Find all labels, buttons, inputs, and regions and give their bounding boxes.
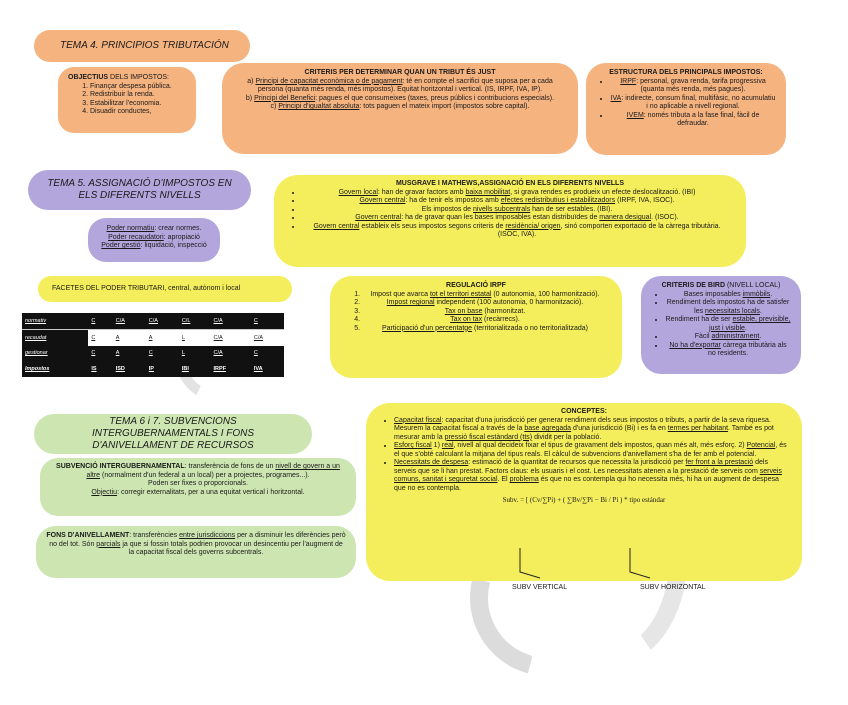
concepte-text: : capacitat d'una jurisdicció per generar rendiment dels seus impostos o tributs, a partir de la seva riquesa. Mesurem la capacitat fiscal a través de la [394,416,771,433]
list-item [665,333,791,342]
table-cell: IS [88,361,112,377]
table-row-head: Impostos [22,361,88,377]
poder-term: Poder recaudatori [108,233,164,241]
table-cell: L [179,346,211,362]
bird-heading: CRITERIS DE BIRD [661,282,726,289]
list-item [610,112,776,129]
table-row [22,346,284,362]
musgrave-t3: nivells subcentrals [473,205,531,213]
musgrave-box [274,175,746,267]
list-item [362,325,608,334]
musgrave-t2: : ha de tenir els impostos amb [405,197,501,205]
fons-head: FONS D'ANIVELLAMENT [46,532,130,539]
arrow-vertical [520,548,540,578]
table-cell: IVA [251,361,284,377]
list-item [302,206,732,215]
poder-text: : liquidació, inspecció [140,242,207,250]
table-cell: ISD [113,361,146,377]
concepte-underline: fer front a la prestació [685,459,754,467]
bird-term: immòbils [742,290,771,298]
list-item [362,291,608,300]
concepte-text: és que no es contempla qui ho necessita més, hi ha un augment de despesa que no es contempla. [394,476,779,492]
regulacio-term: Tax on tax [450,316,483,324]
bird-pre: Fàcil [694,333,712,341]
arrow-horizontal [630,548,650,578]
regulacio-pre: Impost que avarca [370,290,430,298]
criteris-b-term: Principi del Benefici [254,94,316,102]
subvencio-box [40,458,356,516]
concepte-underline: base agregada [524,425,572,433]
tema4-title [34,30,250,62]
estructura-text: : indirecte, consum final, multifàsic, no acumulatiu i no aplicable a nivell regional. [621,94,776,111]
estructura-box [586,63,786,155]
list-item [610,95,776,112]
fons-text: : transferències [129,532,180,539]
table-cell: C/A [211,346,251,362]
estructura-term: IVA [610,94,622,102]
bird-box [641,276,801,374]
tema4-title-text: TEMA 4. PRINCIPIOS TRIBUTACIÓN [60,39,229,51]
list-item [302,189,732,198]
subvencio-objectiu-term: Objectiu [91,488,118,496]
musgrave-t4: han de ser estables. (IBI). [530,205,613,213]
table-row [22,329,284,345]
poder-term: Poder normatiu [106,225,155,232]
estructura-text: : personal, grava renda, tarifa progressiva (quanta més renda, més pagues). [636,77,766,94]
musgrave-t2: : han de gravar factors amb [377,188,466,196]
list-item [394,442,788,459]
musgrave-t4: . (ISOC). [651,214,679,222]
list-item [665,299,791,316]
table-cell: A [113,346,146,362]
subvencio-objectiu-text: : corregir externalitats, per a una equitat vertical i horitzontal. [117,488,305,496]
poder-item [94,234,214,243]
bird-heading-rest: (NIVELL LOCAL) [725,282,781,289]
concepte-underline: pressió fiscal estàndard (tts) [444,433,533,441]
list-item: 1. Finançar despesa pública. [90,83,186,92]
table-cell: C/A [113,313,146,329]
regulacio-post: (recàrrecs). [482,316,520,324]
bird-pre: Bases imposables [683,290,743,298]
fons-box [36,526,356,578]
bird-post: càrrega tributària als no residents. [707,341,787,358]
list-item: 2. Redistribuir la renda. [90,91,186,100]
regulacio-term: Participació d'un percentatge [382,324,473,332]
musgrave-t2: Els impostos de [421,205,474,213]
concepte-underline: Potencial [746,442,776,450]
musgrave-t1: Govern central [355,214,402,222]
fons-underline: parcials [96,540,121,548]
regulacio-heading: REGULACIÓ IRPF [446,282,506,289]
concepte-text: : estimació de la quantitat de recursos que necessita la jurisdicció per [468,459,686,467]
table-cell: C [88,346,112,362]
poder-term: Poder gestió [101,242,141,250]
table-row [22,361,284,377]
criteris-a-text: : té en compte el sacrifici que suposa per a cada persona (quanta més renda, més impostos). Equitat horitzontal i vertical. (IS, IRPF, IVA, IP). [257,77,553,94]
concepte-term: Esforç fiscal [394,442,432,450]
subvencio-head: SUBVENCIÓ INTERGUBERNAMENTAL [56,463,185,470]
list-item [665,342,791,359]
objectius-box [58,67,196,133]
regulacio-term: Impost regional [386,299,435,307]
table-row-head: recaudat [22,329,88,345]
table-row [22,313,284,329]
concepte-text: , nivell al qual decideix fixar el tipus de gravament dels impostos, quan més alt, més esforç. 2) [453,442,747,450]
table-cell: C [146,346,179,362]
tema5-title [28,170,251,210]
poder-text: : apropiació [163,233,200,241]
concepte-underline: problema [509,476,539,484]
criteris-a-term: Principi de capacitat econòmica o de pagament [255,77,403,85]
list-item: 3. Estabilitzar l'economia. [90,100,186,109]
regulacio-post: independent (100 autonomia, 0 harmonització). [434,299,584,307]
estructura-term: IVEM [626,111,644,119]
subvencio-underline: nivell de govern a un altre [86,463,340,479]
bird-pre: Rendiment dels impostos ha de satisfer les [666,299,790,315]
table-cell: C [251,346,284,362]
subv-vertical-label: SUBV VERTICAL [512,584,568,591]
musgrave-t4: , sinó comporten exportació de la càrrega tributària. (ISOC, IVA). [497,222,721,239]
bird-post: . [770,290,773,298]
estructura-text: : només tributa a la fase final, fàcil de defraudar. [643,111,760,128]
estructura-heading: ESTRUCTURA DELS PRINCIPALS IMPOSTOS: [609,69,763,76]
table-cell: C [251,313,284,329]
table-cell: IBI [179,361,211,377]
estructura-term: IRPF [620,77,637,85]
table-cell: C [88,313,112,329]
table-row-head: gestionar [22,346,88,362]
objectius-heading: OBJECTIUS [68,74,109,81]
bird-post: . [759,307,762,315]
poder-item [94,225,214,234]
list-item [665,291,791,300]
concepte-text: dels serveis que se li han prestat. Factors claus: els usuaris i el cost. Les necessitats atenen a la prestació de serveis com [394,459,768,475]
regulacio-box [330,276,622,378]
bird-post: . [759,333,762,341]
musgrave-t3: manera desigual [599,214,652,222]
regulacio-term: Tax on base [444,307,483,315]
tema67-title [34,414,312,454]
musgrave-t1: Govern local [338,188,378,196]
musgrave-t4: (IRPF, IVA, ISOC). [615,197,675,205]
concepte-underline: termes per habitant [667,425,729,433]
fons-underline: entre jurisdiccions [179,532,236,539]
list-item [362,316,608,325]
concepte-text: dividit per la població. [532,433,602,441]
musgrave-t3: baixa mobilitat [465,188,511,196]
fons-text: ja que si fossin totals podrien provocar un desincentiu per l'augment de la capacitat fiscal dels governs subcentrals. [120,540,343,557]
regulacio-post: (harmonitzat. [482,307,526,315]
criteris-a-prefix: a) [247,77,256,85]
musgrave-t2: estableix els seus impostos segons criteris de [359,222,506,230]
criteris-c-term: Principi d'igualtat absoluta [278,103,360,111]
bird-term: administrament [711,333,760,341]
bird-term: necessitats locals [705,307,760,315]
tema67-title-text: TEMA 6 i 7. SUBVENCIONS INTERGUBERNAMENTALS I FONS D'ANIVELLAMENT DE RECURSOS [91,415,255,452]
concepte-text: 1) [431,442,442,450]
musgrave-t4: , si grava rendes es produeix un efecte deslocalització. (IBI) [510,188,696,196]
table-cell: C/A [251,329,284,345]
concepte-text: . El [497,476,510,484]
poder-box [88,218,220,262]
objectius-heading-rest: DELS IMPOSTOS: [108,74,170,81]
table-cell: C/L [179,313,211,329]
facetes-box [38,276,292,302]
subvencio-text: (normalment d'un federal a un local) per a projectes, programes...). [100,471,310,479]
list-item: 4. Disuadir conductes, [90,108,186,117]
table-cell: A [113,329,146,345]
list-item [302,214,732,223]
conceptes-heading: CONCEPTES: [561,408,607,415]
musgrave-t3: efectes redistributius i estabilitzadors [500,197,616,205]
bird-pre: Rendiment ha de ser [665,316,733,324]
list-item [665,316,791,333]
criteris-b-prefix: b) [245,94,255,102]
table-cell: C/A [211,329,251,345]
subvencio-text: : transferència de fons de un [184,463,276,470]
table-row-head: normativ [22,313,88,329]
bird-term: estable, previsible, just i visible [709,316,791,332]
tema5-title-text: TEMA 5. ASSIGNACIÓ D'IMPOSTOS EN ELS DIFERENTS NIVELLS [47,177,232,201]
fons-text: per a disminuir les diferències però no del tot. Són [49,532,346,548]
list-item [394,417,788,443]
poder-item [94,242,214,251]
concepte-text: , és el que s'obté calculant la mitjana del tipus reals. El càlcul de subvencions d'anivellament s'ha de fer amb el potencial. [394,442,787,458]
facetes-table [22,313,284,377]
facetes-text: FACETES DEL PODER TRIBUTARI, central, autònom i local [52,284,241,292]
regulacio-term: tot el territori estatal [429,290,492,298]
table-cell: C/A [146,313,179,329]
regulacio-post: (0 autonomia, 100 harmonització). [491,290,600,298]
criteris-c-text: : tots paguen el mateix import (impostos sobre capital). [359,103,530,111]
musgrave-heading: MUSGRAVE I MATHEWS,ASSIGNACIÓ EN ELS DIFERENTS NIVELLS [395,180,625,187]
table-cell: IP [146,361,179,377]
criteris-c-prefix: c) [270,103,279,111]
subvencio-formula: Subv. = [ (Cv/∑Pi) + ( ∑Bv/∑Pi − Bi / Pi ) * tipo estándar [502,496,666,505]
subvencio-line2: Poden ser fixes o proporcionals. [148,480,248,488]
concepte-text: . També es pot mesurar amb la [394,425,774,441]
concepte-term: Necessitats de despesa [394,459,469,467]
table-cell: IRPF [211,361,251,377]
musgrave-t2: : ha de gravar quan les bases imposables estan distribuïdes de [401,214,600,222]
regulacio-post: (territorialitzada o no territorialitzada) [472,324,588,332]
table-cell: C/A [211,313,251,329]
musgrave-t1: Govern central [313,222,360,230]
musgrave-t1: Govern central [359,197,406,205]
list-item [302,197,732,206]
criteris-box [222,63,578,154]
concepte-underline: serveis comuns, sanitat i seguretat social [394,467,782,484]
criteris-b-text: : pagues el que consumeixes (taxes, preus públics i contribucions especials). [315,94,555,102]
poder-text: : crear normes. [154,225,202,232]
subv-horizontal-label: SUBV HORIZONTAL [640,584,706,591]
table-cell: L [179,329,211,345]
table-cell: A [146,329,179,345]
musgrave-t3: residència/ origen [505,222,561,230]
concepte-text: d'una jurisdicció (Bi) i es fa en [571,425,668,433]
criteris-heading: CRITERIS PER DETERMINAR QUAN UN TRIBUT ÉS JUST [304,69,496,76]
list-item [610,78,776,95]
concepte-term: Capacitat fiscal [394,416,442,424]
table-cell: C [88,329,112,345]
list-item [362,299,608,308]
list-item [302,223,732,240]
concepte-underline: real [441,442,454,450]
bird-post: . [744,324,747,332]
bird-term: No ha d'exportar [669,341,721,349]
list-item [394,459,788,493]
list-item [362,308,608,317]
